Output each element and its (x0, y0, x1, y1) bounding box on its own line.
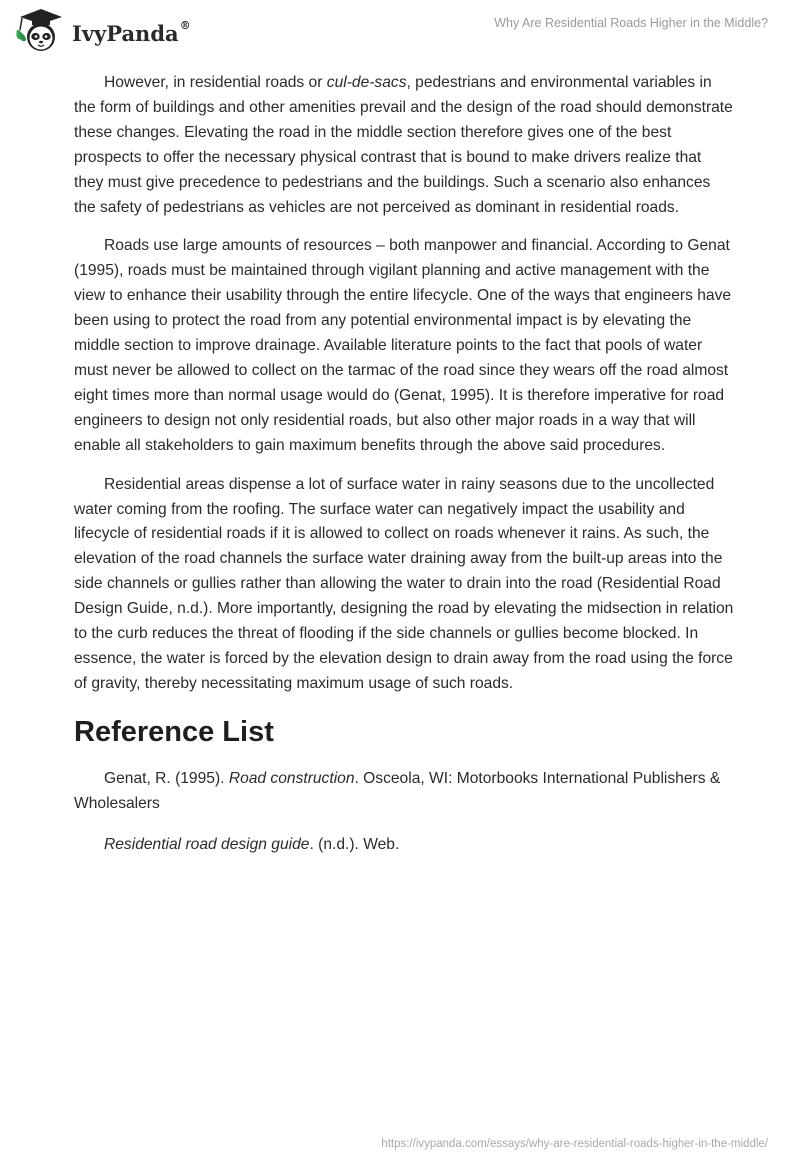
page-header (0, 0, 800, 66)
reference-2-end: . (n.d.). Web. (309, 835, 400, 853)
brand-name: IvyPanda® (72, 18, 191, 46)
document-title: Why Are Residential Roads Higher in the Middle? (494, 16, 768, 30)
reference-2-title: Residential road design guide (104, 835, 310, 853)
ivypanda-logo[interactable] (14, 8, 191, 54)
paragraph-2: Roads use large amounts of resources – both manpower and financial. According to Genat (1995), roads must be maintained through vigilant planning and active management with the view to enhance their usability through the entire lifecycle. One of the ways that engineers have been using to protect the road from any potential environmental impact is by elevating the middle section to improve drainage. Available literature points to the fact that pools of water must never be allowed to collect on the tarmac of the road since they wears off the road almost eight times more than normal usage would do (Genat, 1995). It is therefore imperative for road engineers to design not only residential roads, but also other major roads in a way that will enable all stakeholders to gain maximum benefits through the above said procedures. (74, 237, 732, 454)
paragraph-1-start: However, in residential roads or (104, 74, 327, 91)
paragraph-3: Residential areas dispense a lot of surface water in rainy seasons due to the uncollected water coming from the roofing. The surface water can negatively impact the usability and lifecycle of residential roads if it is allowed to collect on roads whenever it rains. As such, the elevation of the road channels the surface water draining away from the built-up areas into the side channels or gullies rather than allowing the water to drain into the road (Residential Road Design Guide, n.d.). More importantly, designing the road by elevating the midsection in relation to the curb reduces the threat of flooding if the side channels or gullies become blocked. In essence, the water is forced by the elevation design to drain away from the road using the force of gravity, thereby necessitating maximum usage of such roads. (74, 475, 734, 692)
reference-item-1 (74, 767, 734, 817)
paragraph-1 (74, 71, 734, 220)
reference-list-heading: Reference List (74, 715, 274, 748)
registered-mark: ® (179, 18, 191, 32)
essay-body (74, 71, 734, 873)
paragraph-1-end: , pedestrians and environmental variables in the form of buildings and other amenities prevail and the design of the road should demonstrate these changes. Elevating the road in the middle section therefore gives one of the best prospects to offer the necessary physical contrast that is bound to make drivers realize that they must give precedence to pedestrians and the buildings. Such a scenario also enhances the safety of pedestrians as vehicles are not perceived as dominant in residential roads. (74, 74, 733, 216)
footer-source-url[interactable]: https://ivypanda.com/essays/why-are-residential-roads-higher-in-the-middle/ (381, 1138, 768, 1150)
reference-1-end: . Osceola, WI: Motorbooks International Publishers & Wholesalers (74, 769, 721, 812)
reference-item-2 (74, 833, 734, 858)
reference-1-title: Road construction (228, 769, 355, 787)
reference-1-start: Genat, R. (1995). (104, 769, 229, 787)
paragraph-1-emphasis: cul-de-sacs (326, 74, 407, 91)
panda-graduate-icon (14, 8, 68, 54)
